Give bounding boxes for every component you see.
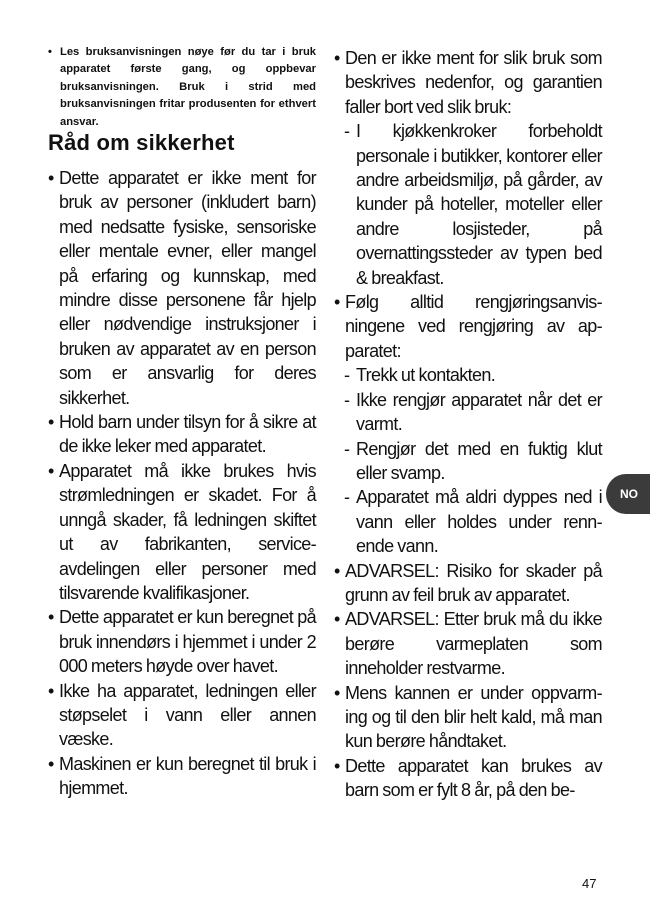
sub-list-item: - Apparatet må aldri dyppes ned i vann eller holdes under renn-ende vann. (344, 487, 602, 557)
list-item: • Apparatet må ikke brukes hvis strømledningen er skadet. For å unngå skader, få ledningen skiftet ut av fabrikanten, service-avdelingen eller personer med tilsvarende kvalifikasjoner. (48, 460, 316, 603)
list-item: • ADVARSEL: Etter bruk må du ikke berøre varmeplaten som inneholder restvarme. (334, 609, 602, 679)
list-item: • Dette apparatet er ikke ment for bruk av personer (inkludert barn) med nedsatte fysiske, sensoriske eller mentale evner, eller mangel på erfaring og kunnskap, med mindre disse personene får hjelp eller nødvendige instruksjoner i bruken av apparatet av en person som er ansvarlig for deres sikkerhet. (48, 168, 316, 408)
section-heading: Råd om sikkerhet (48, 130, 235, 155)
list-item: • Maskinen er kun beregnet til bruk i hjemmet. (48, 753, 316, 799)
intro-text: Les bruksanvisningen nøye før du tar i bruk apparatet første gang, og oppbevar bruksanvisningen. Bruk i strid med bruksanvisningen fritar produsenten for ethvert ansvar. (60, 46, 316, 128)
list-item: • Følg alltid rengjøringsanvis-ningene ved rengjøring av ap-paratet: (334, 292, 602, 361)
list-item: • Dette apparatet er kun beregnet på bruk innendørs i hjemmet i under 2 000 meters høyde over havet. (48, 607, 316, 677)
list-item: • Ikke ha apparatet, ledningen eller støpselet i vann eller annen væske. (48, 680, 316, 750)
left-safety-list (48, 166, 316, 801)
sub-list-item: - Trekk ut kontakten. (344, 365, 496, 386)
sub-list-item: - Rengjør det med en fuktig klut eller svamp. (344, 438, 602, 483)
sub-list-item: - Ikke rengjør apparatet når det er varmt. (344, 389, 602, 435)
language-tab: NO (606, 474, 650, 514)
list-item: • Dette apparatet kan brukes av barn som er fylt 8 år, på den be- (334, 755, 602, 801)
bullet-dot: • (48, 46, 52, 58)
sub-list-item: - I kjøkkenkroker forbeholdt personale i butikker, kontorer eller andre arbeidsmiljø, på gårder, av kunder på hoteller, moteller eller andre losjisteder, på overnattingssteder av typen bed & breakfast. (344, 121, 602, 288)
list-item: • Mens kannen er under oppvarm-ing og til den blir helt kald, må man kun berøre håndtaket. (334, 682, 602, 752)
intro-paragraph (48, 44, 316, 131)
right-safety-list (334, 46, 602, 803)
list-item: • Hold barn under tilsyn for å sikre at de ikke leker med apparatet. (48, 412, 316, 457)
list-item: • Den er ikke ment for slik bruk som beskrives nedenfor, og garantien faller bort ved slik bruk: (334, 48, 602, 117)
list-item: • ADVARSEL: Risiko for skader på grunn av feil bruk av apparatet. (334, 560, 602, 605)
page-number: 47 (582, 876, 597, 891)
